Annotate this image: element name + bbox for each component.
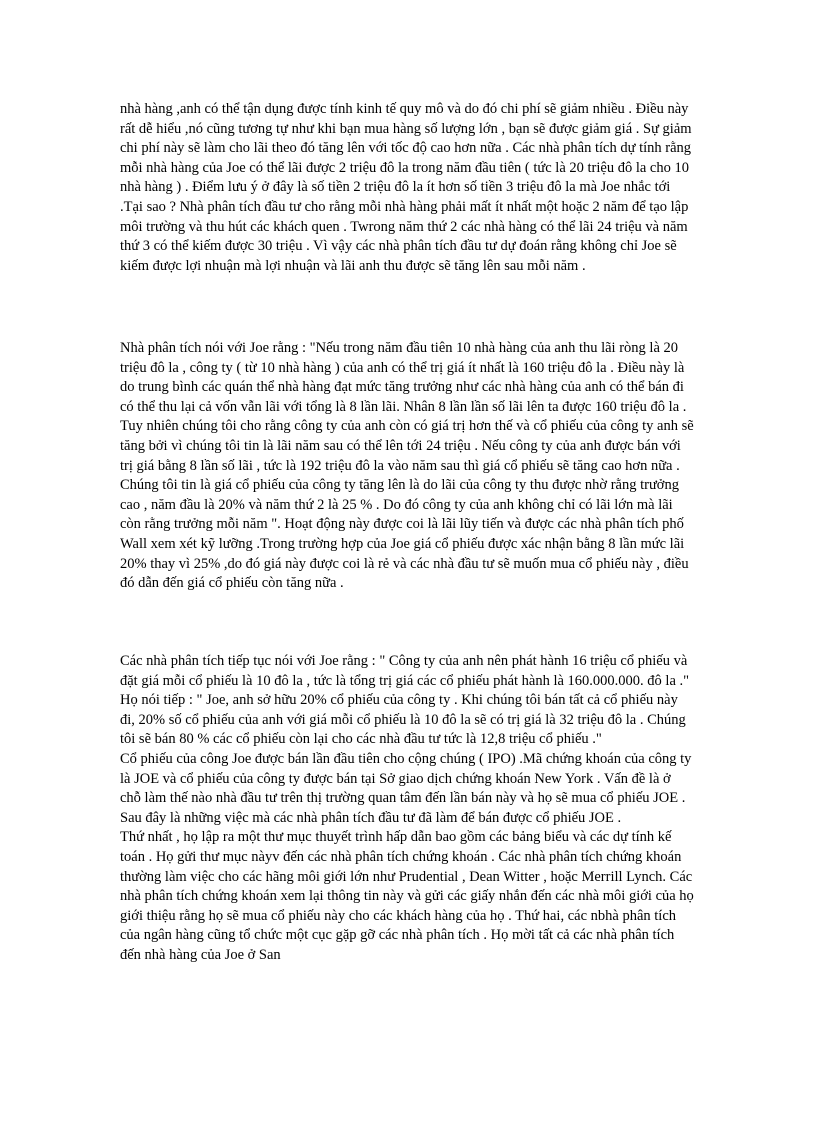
paragraph-text: Cổ phiếu của công Joe được bán lần đầu tiên cho cộng chúng ( IPO) .Mã chứng khoán của công ty là JOE và cổ phiếu của công ty được bán tại Sở giao dịch chứng khoán New York . Vấn đề là ở chỗ làm thế nào nhà đầu tư trên thị trường quan tâm đến lần bán này và họ sẽ mua cổ phiếu JOE . Sau đây là những việc mà các nhà phân tích đầu tư đã làm để bán được cổ phiếu JOE . (120, 750, 692, 826)
paragraph-text: Các nhà phân tích tiếp tục nói với Joe rằng : " Công ty của anh nên phát hành 16 triệu cổ phiếu và đặt giá mỗi cổ phiếu là 10 đô la , tức là tổng trị giá các cổ phiếu phát hành là 160.000.000. đô la ." Họ nói tiếp : " Joe, anh sở hữu 20% cổ phiếu của công ty . Khi chúng tôi bán tất cả cổ phiếu này đi, 20% số cổ phiếu của anh với giá mỗi cổ phiếu là 10 đô la sẽ có trị giá là 32 triệu đô la . Chúng tôi sẽ bán 80 % các cổ phiếu còn lại cho các nhà đầu tư tức là 12,8 triệu cổ phiếu ." (120, 653, 690, 748)
paragraph-restaurant-profits (120, 100, 695, 276)
paragraph-text: nhà hàng ,anh có thể tận dụng được tính kinh tế quy mô và do đó chi phí sẽ giảm nhiều . Điều này rất dễ hiểu ,nó cũng tương tự như khi bạn mua hàng số lượng lớn , bạn sẽ được giảm giá . Sự giảm chi phí này sẽ làm cho lãi theo đó tăng lên với tốc độ cao hơn nữa . Các nhà phân tích dự tính rằng mỗi nhà hàng của Joe có thể lãi được 2 triệu đô la trong năm đầu tiên ( tức là 20 triệu đô la cho 10 nhà hàng ) . Điểm lưu ý ở đây là số tiền 2 triệu đô la ít hơn số tiền 3 triệu đô la mà Joe nhắc tới .Tại sao ? Nhà phân tích đầu tư cho rằng mỗi nhà hàng phải mất ít nhất một hoặc 2 năm để tạo lập môi trường và thu hút các khách quen . Twrong năm thứ 2 các nhà hàng có thể lãi 24 triệu và năm thứ 3 có thể kiếm được 30 triệu . Vì vậy các nhà phân tích đầu tư dự đoán rằng không chỉ Joe sẽ kiếm được lợi nhuận mà lợi nhuận và lãi anh thu được sẽ tăng lên sau mỗi năm . (120, 101, 692, 274)
paragraph-share-issuance (120, 652, 695, 966)
paragraph-text: Thứ nhất , họ lập ra một thư mục thuyết trình hấp dẫn bao gồm các bảng biểu và các dự tính kế toán . Họ gửi thư mục nàyv đến các nhà phân tích chứng khoán . Các nhà phân tích chứng khoán thường làm việc cho các hãng môi giới lớn như Prudential , Dean Witter , hoặc Merrill Lynch. Các nhà phân tích chứng khoán xem lại thông tin này và gửi các giấy nhắn đến các nhà môi giới của họ giới thiệu rằng họ sẽ mua cổ phiếu này cho các khách hàng của họ . Thứ hai, các nbhà phân tích của ngân hàng cũng tổ chức một cục gặp gỡ các nhà phân tích . Họ mời tất cả các nhà phân tích đến nhà hàng của Joe ở San (120, 829, 694, 963)
paragraph-text: Nhà phân tích nói với Joe rằng : "Nếu trong năm đầu tiên 10 nhà hàng của anh thu lãi ròng là 20 triệu đô la , công ty ( từ 10 nhà hàng ) của anh có thể trị giá ít nhất là 160 triệu đô la . Điều này là do trung bình các quán thể nhà hàng đạt mức tăng trưởng như các nhà hàng của anh có thể bán đi có thể thu lại cả vốn vẫn lãi với tổng là 8 lần lãi. Nhân 8 lần lần số lãi lên ta được 160 triệu đô la . Tuy nhiên chúng tôi cho rằng công ty của anh còn có giá trị hơn thế và cổ phiếu của công ty anh sẽ tăng bởi vì chúng tôi tin là lãi năm sau có thể lên tới 24 triệu . Nếu công ty của anh được bán với trị giá bằng 8 lần số lãi , tức là 192 triệu đô la vào năm sau thì giá cổ phiếu sẽ tăng cao hơn nữa . Chúng tôi tin là giá cổ phiếu của công ty tăng lên là do lãi của công ty thu được nhờ rằng trưởng cao , năm đầu là 20% và năm thứ 2 là 25 % . Do đó công ty của anh không chỉ có lãi lớn mà lãi còn rằng trưởng mỗi năm ". Hoạt động này được coi là lãi lũy tiến và được các nhà phân tích phố Wall xem xét kỹ lưỡng .Trong trường hợp của Joe giá cổ phiếu được xác nhận bằng 8 lần mức lãi 20% thay vì 25% ,do đó giá này được coi là rẻ và các nhà đầu tư sẽ muốn mua cổ phiếu này , điều đó dẫn đến giá cổ phiếu còn tăng nữa . (120, 340, 694, 592)
paragraph-analyst-valuation (120, 339, 695, 594)
